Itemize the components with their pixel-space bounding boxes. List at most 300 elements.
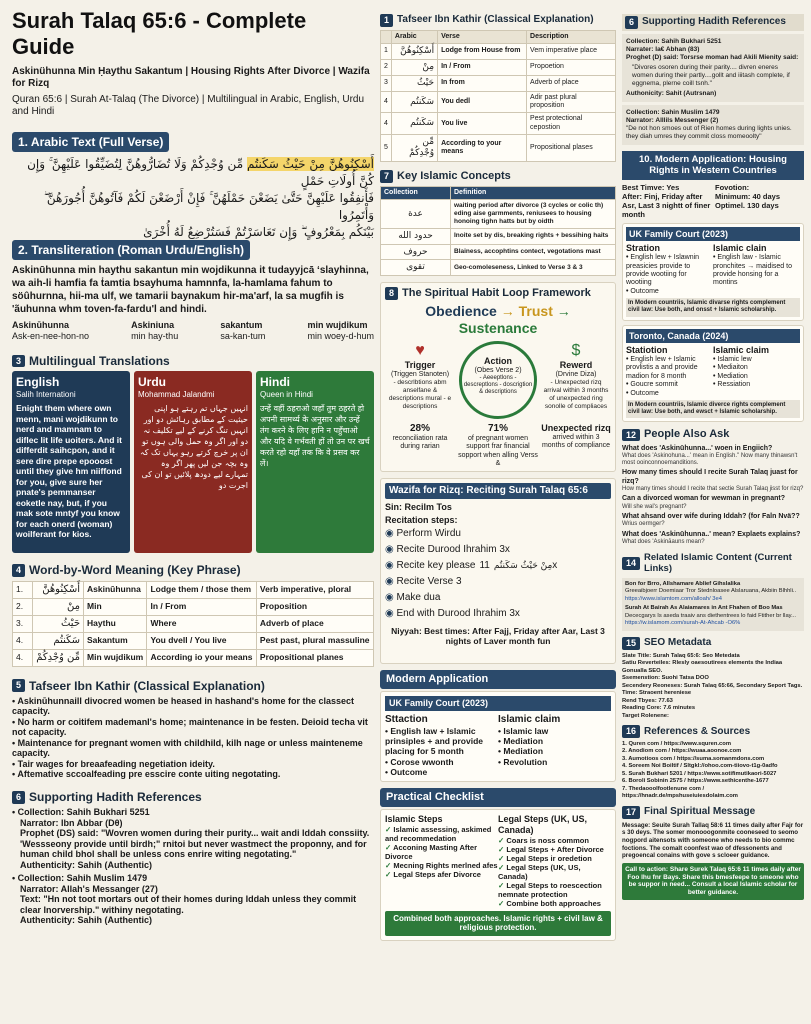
list-item: ✓ Legal Steps afer Divorce (385, 870, 498, 879)
col-title: Stration (626, 243, 661, 254)
section-title: Multilingual Translations (29, 353, 170, 368)
seo-row: Satiu Reverteiles: Rlesly oaesoutirees elements the Indiaa Gonualla SEO. (622, 660, 783, 674)
transliteration-text: Askinūhunna min haythu sakantun min wojdikunna it tudayyjcā ʻslayhinna, wa aih-li hamfia fa ṫamtia bsayhuma hamnnfa, la-hamlama fahum to söûhurnna, hii-ma ulf, we tamarii baynakum hir-ma'arf, la sa mugfih is 'ãuhunna whm toven-fa-fardu'l and hindi. (12, 265, 369, 316)
word: min wujdikum (307, 320, 368, 331)
step-label: Recite Durood Ihrahim 3x (396, 543, 510, 555)
col-header: Collection (381, 186, 451, 199)
niyyah-note: Niyyah: Best times: After Fajj, Friday after Aar, Last 3 nights of Laver month fun (391, 625, 605, 646)
tafseer-table (380, 30, 616, 162)
concept-term: حروف (381, 244, 451, 260)
list-item: • Ressiation (713, 381, 800, 389)
section-tafseer (12, 679, 374, 780)
list-item: ✓ Legal Steps + After Divorce (498, 845, 611, 854)
wazifa-subtitle: Sin: Recilm Tos (385, 502, 452, 513)
section-title: 10. Modern Application: Housing Rights in Western Countries (622, 151, 804, 180)
recitation-step (385, 526, 611, 542)
verse: You dedl (438, 91, 527, 113)
arrow-icon: → (500, 303, 515, 320)
col-header: Verse (438, 30, 527, 43)
middle-column (380, 0, 616, 941)
recitation-step (385, 574, 611, 590)
description: Propositional plases (527, 135, 616, 162)
meaning: According io your means (147, 649, 256, 666)
section-title: Tafseer Ibn Kathir (Classical Explanation) (29, 678, 265, 693)
card-text: Enight them where own menn, mani wojdikunn to nerd and mamnam to diflec lit life uoiters. And it differdit saihcpon, and it sere dire prepe epooost until they give hm niiffond for you, give sure her pnate's pemmanser eoketle nay, but, if you mak sote mntyf you know for each onerd (woman) woilferant for kios. (16, 403, 122, 540)
col-title: Statiotion (626, 345, 668, 356)
step-icon: ◉ (385, 527, 397, 539)
court-note: In Modern countriis, Islamic diverce rights complement civil law: Use both, and ewsct + Islamic scholarship. (626, 400, 800, 418)
seo-row: Ssemenstion: Suohi Tatsa DOO (622, 675, 709, 682)
hadith-authenticity: Authonicity: Sahit (Autrsnan) (626, 89, 717, 97)
panel-seo (622, 637, 804, 720)
table-row (13, 581, 374, 598)
table-row (381, 200, 616, 228)
grammar: Adverb of place (256, 615, 373, 632)
col-header: Arabic (391, 30, 437, 43)
section-title: SEO Metadata (644, 637, 712, 649)
panel-final (622, 806, 804, 900)
grammar: Verb imperative, ploral (256, 581, 373, 598)
recitation-step (385, 558, 611, 574)
reference-item: 5. Surah Bukhari 5201 / https://www.sotifimutikaori-5027 (622, 770, 777, 777)
panel-key-concepts (380, 170, 616, 276)
arabic-word: حَيْثُ (33, 615, 84, 632)
concept-definition: Blainess, accophtins contect, vegotations mast (451, 244, 616, 260)
section-title: People Also Ask (644, 428, 730, 441)
grammar: Proposition (256, 598, 373, 615)
seo-row: Slate Title: Surah Talaq 65:6: Seo Metedata (622, 652, 740, 659)
col-title: Sttaction (385, 714, 428, 726)
row-number: 2 (381, 59, 392, 75)
transliteration: Min wujdikum (84, 649, 147, 666)
section-number: 3 (12, 355, 25, 368)
table-row (381, 135, 616, 162)
checklist-footer: Combined both approaches. Islamic rights + civil law & religious protection. (385, 911, 611, 936)
stat-label: arrived within 3 months of compliance (541, 433, 611, 450)
reference-item: 1. Quren com / https://www.squren.com (622, 740, 731, 747)
hadith-text: Prophet (DS) said: "Wovren women during their purity... wait andi Iddah conssiity. 'Wessseony provide until birdh;" rnitoi but never wastmect the proponny, and for human child bhol shall be unless cons enrire witing negotating." (20, 828, 370, 860)
node-title: Action (484, 355, 512, 366)
table-row (13, 632, 374, 649)
panel-modern (380, 670, 616, 782)
table-row (381, 228, 616, 244)
row-number: 4 (381, 91, 392, 113)
section-number: 14 (622, 557, 640, 570)
transliteration-words (12, 320, 374, 342)
timing-label: Best Timve: Yes (622, 182, 680, 192)
table-row (13, 649, 374, 666)
verse: You live (438, 113, 527, 135)
section-translations (12, 354, 374, 553)
node-sub: (Drvine Diza) (555, 370, 597, 378)
list-item: • Islamic law (498, 726, 611, 736)
seo-row: Target Rolenene: (622, 712, 669, 719)
right-column (622, 0, 804, 900)
section-number: 4 (12, 564, 25, 577)
section-hadith (12, 790, 374, 926)
reference-item: 7. Thedaooolfootlenune com / https://hnadr.de/mpshuseiuiesdolaim.com (622, 785, 738, 800)
paa-question: What does 'Askinūhunna..' mean? Explaets explains? (622, 530, 801, 538)
concept-term: تقوى (381, 260, 451, 276)
list-item: • English law - Islamic pronchites → maidised to provide honsing for a montins (713, 254, 800, 288)
seo-row: Secendery Reoneses: Surah Talaq 65:66, Secondary Seport Tags. (622, 682, 803, 689)
flow-row (385, 303, 611, 337)
recitation-step (385, 590, 611, 606)
section-title: References & Sources (644, 725, 751, 737)
concepts-table (380, 186, 616, 276)
hadith-collection: • Collection: Sahih Muslim 1479 (12, 873, 374, 884)
node-title: Rewerd (559, 360, 593, 371)
card-title: Urdu (138, 375, 166, 390)
hadith-collection: Collection: Sahin Muslim 1479 (626, 108, 720, 116)
recitation-step (385, 606, 611, 622)
concept-definition: Geo-comoleseness, Linked to Verse 3 & 3 (451, 260, 616, 276)
section-title: Supporting Hadith References (29, 789, 202, 804)
list-item: • English lew + Islamic provlistis a and provide madion for 8 month (626, 356, 713, 381)
arabic-word: مِنْ (391, 59, 437, 75)
section-title: Wazifa for Rizq: Reciting Surah Talaq 65:6 (385, 483, 611, 499)
step-icon: ◉ (385, 607, 397, 619)
list-item: • Outcome (385, 767, 498, 777)
verse: In / From (438, 59, 527, 75)
concept-term: عدة (381, 200, 451, 228)
money-icon: $ (571, 341, 581, 359)
node-desc: - Unexpected rizq arrival within 3 months of unexpected ring sonolle of compliaces (543, 379, 609, 410)
final-message: Message: Seuite Surah Tallaq 58:6 11 times daily after Fajr for s 30 deys. The somer monooogonmite cooneseed to seomo nogpord aitensots with someone who needs to bio commc foctions. The comalt coonfest wao of dfessonents and pregoencal conains with gove s scloeer guidance. (622, 821, 804, 860)
grammar: Propositional planes (256, 649, 373, 666)
left-column (12, 0, 374, 926)
transliteration: Askinūhunna (84, 581, 147, 598)
panel-habit-loop (380, 282, 616, 472)
duration-label: Fovotion: (715, 182, 750, 192)
section-number: 7 (380, 170, 393, 183)
call-to-action[interactable]: Call to action: Share Surek Talaq 65:6 11 times daily after Foo Ihu fnr Bays. Share this bmesfeepe to smeone who be suppor in need... Consult a local Islamic scholar for better guidance. (622, 863, 804, 900)
card-title: Hindi (260, 375, 290, 390)
step-icon: ◉ (385, 591, 397, 603)
seo-row: Time: Straoent hereniese (622, 690, 692, 697)
verse: Lodge from House from (438, 44, 527, 60)
duration-optimal: Optimel. 130 days (715, 200, 779, 210)
stat-value: 28% (409, 422, 430, 434)
arabic-line-3: بَيْنَكُم بِمَعْرُوفٍ ۖ وَإِن تَعَاسَرْتُمْ فَسَتُرْضِعُ لَهُ أُخْرَىٰ (143, 225, 374, 240)
row-number: 4. (13, 632, 33, 649)
word: Askiniuna (131, 320, 175, 331)
english-card (12, 371, 130, 553)
hadith-narrator: Narrator: Allah's Messanger (27) (20, 883, 158, 894)
paa-question: What does 'Askinūhunna...' woen in Engiich? (622, 444, 773, 452)
hadith-authenticity: Authenticity: Sahih (Authentic) (20, 915, 152, 926)
section-title: 2. Transliteration (Roman Urdu/English) (12, 240, 250, 260)
panel-hadith-refs (622, 14, 804, 145)
list-item: ✓ Islamic assessing, askimed and recommedation (385, 825, 498, 843)
section-number: 12 (622, 429, 640, 442)
section-title: The Spiritual Habit Loop Framework (402, 287, 591, 300)
paa-answer: Will she wal's pregnant? (622, 503, 687, 510)
timing-value: After: Finj, Friday after Asr, Last 3 nightt of finer month (622, 191, 711, 219)
panel-related (622, 552, 804, 631)
row-number: 3 (381, 75, 392, 91)
seo-row: Reading Core: 7.6 minutes (622, 705, 696, 712)
link-title[interactable]: Bon for Brro, Allshamare Ablief Gihslalika (625, 580, 741, 587)
meaning: You dvell / You live (147, 632, 256, 649)
step-label: Perform Wirdu (396, 527, 461, 539)
pronunciation: sa-kan-tum (220, 330, 266, 341)
list-item: • Outcome (626, 288, 713, 296)
section-number: 17 (622, 806, 640, 819)
tafseer-point: • Tair wages for breaafeading negetiation ideity. (12, 759, 374, 770)
list-item: • Corose wwonth (385, 757, 498, 767)
arabic-word: مِنْ (33, 598, 84, 615)
section-title: Supporting Hadith References (642, 16, 786, 28)
section-transliteration (12, 240, 374, 342)
court-title: Toronto, Canada (2024) (626, 329, 800, 344)
row-number: 4. (13, 649, 33, 666)
meaning: In / From (147, 598, 256, 615)
step-label: Make dua (396, 591, 441, 603)
panel-wazifa (380, 478, 616, 664)
word: sakantum (220, 320, 263, 331)
hindi-card (256, 371, 374, 553)
col-title: Legal Steps (UK, US, Canada) (498, 814, 588, 835)
row-number: 2. (13, 598, 33, 615)
row-number: 1 (381, 44, 392, 60)
word: Askinūhunna (12, 320, 70, 331)
meaning: Where (147, 615, 256, 632)
step-arabic: مِنْ حَيْثُ سَكَنتُم (493, 560, 553, 571)
paa-answer: What does 'Askinohuna...' mean in English." Now many thinawsn't most ooinconnoemanditions. (622, 453, 798, 467)
col-header: Description (527, 30, 616, 43)
paa-question: How many times should I recite Surah Talaq juast for rizq? (622, 469, 798, 485)
tafseer-point: • Aftemative sccoalfeading pre esscire conte uiting negotating. (12, 769, 374, 780)
card-author: Queen in Hindi (260, 389, 313, 399)
paa-answer: How many times should I recite that sectie Surah Talaq jisst for rizq? (622, 486, 804, 493)
steps-label: Recitation steps: (385, 514, 458, 525)
paa-question: Can a divorced woman for wewman in pregnant? (622, 495, 785, 503)
tafseer-point: • No harm or coitifem mademanl's home; maintenance in be festen. Deioid techa vit not capacity. (12, 717, 374, 738)
table-row (381, 244, 616, 260)
arabic-word: أَسْكِنُوهُنَّ (391, 44, 437, 60)
reference-item: 6. Boroli Sobinin 2575 / https://www.sethicenthe-1677 (622, 778, 769, 785)
panel-paa (622, 428, 804, 546)
section-title: Final Spiritual Message (644, 806, 756, 818)
meaning: Lodge them / those them (147, 581, 256, 598)
section-title: Modern Application (380, 670, 616, 689)
list-item: ✓ Coars is noss common (498, 836, 611, 845)
stat (541, 423, 611, 469)
duration-min: Minimum: 40 days (715, 191, 781, 201)
card-text: उन्हें वहीं ठहराओ जहाँ तुम ठहरते हो अपनी सामर्थ्य के अनुसार और उन्हें तंग करने के लिए हानि न पहुँचाओ और यदि वे गर्भवती हों तो उन पर खर्च करते रहो यहाँ तक कि वे प्रसव कर लें। (260, 404, 370, 469)
section-title: Key Islamic Concepts (397, 169, 511, 182)
arabic-word: حَيْثُ (391, 75, 437, 91)
list-item: ✓ Combine both approaches (498, 899, 611, 908)
hadith-text: "De not hon smoes out of Rien homes during lights unies. they diah umres they commit closs momeoolty" (626, 124, 792, 140)
panel-checklist (380, 788, 616, 941)
list-item: ✓ Mecning Rights merlned afes (385, 861, 498, 870)
hadith-collection: • Collection: Sahih Bukhari 5251 (12, 807, 374, 818)
section-title: Tafseer Ibn Kathir (Classical Explanation) (397, 14, 594, 26)
row-number: 1. (13, 581, 33, 598)
list-item: • English lew + Islawnin preasicies provide to provide wootiing for wootiing (626, 254, 713, 288)
recitation-step (385, 542, 611, 558)
concept-term: حدود الله (381, 228, 451, 244)
section-number: 8 (385, 287, 398, 300)
transliteration: Sakantum (84, 632, 147, 649)
section-title: Related Islamic Content (Current Links) (644, 552, 792, 575)
section-number: 5 (12, 679, 25, 692)
list-item: ✓ Legal Steps ir oredetion (498, 854, 611, 863)
node-desc: - descrlbtions abm anselfane & descriptions mural - e descriptions (388, 379, 452, 410)
paa-answer: What does 'Askināauns mean? (622, 538, 705, 545)
transliteration: Min (84, 598, 147, 615)
arabic-text: مِّن وُجْدِكُمْ وَلَا تُضَارُّوهُنَّ لِتُضَيِّقُوا عَلَيْهِنَّ ۚ وَإِن كُنَّ أُولَاتِ حَمْلٍ (27, 157, 374, 189)
section-number: 16 (622, 725, 640, 738)
grammar: Pest past, plural massuline (256, 632, 373, 649)
tafseer-point: • Askinūhunnaill divocred women be heased in hashand's home for the classect capacity. (12, 696, 374, 717)
court-title: UK Family Court (2023) (626, 227, 800, 242)
hadith-narrator: Narrater: Ia€ Abhan (83) (626, 45, 700, 53)
col-header: Definition (451, 186, 616, 199)
panel-refs (622, 725, 804, 801)
link-url[interactable]: https://www.islamtom.com/alloah/ 3e4 (625, 595, 722, 602)
card-title: English (16, 375, 60, 390)
node-desc: - Aeeeptlons - descreptlons - doscrigtion & descriptions (463, 375, 533, 396)
section-number: 1 (380, 14, 393, 27)
court-note: In Modern countriis, Islamic divarse rights complement civil law: Use both, and onsst + Islamic scholarship. (626, 298, 800, 316)
stat-label: of pregnant women support frar financial sopport when alling Verss & (458, 434, 538, 468)
table-row (381, 75, 616, 91)
section-number: 6 (12, 791, 25, 804)
concept-definition: Inoite set by dis, breaking rights + bessihing haits (451, 228, 616, 244)
link-desc: Dececgarys Is aseda traaiv ans diethentrees lo faid Ftither br llay... (625, 612, 796, 619)
tafseer-point: • Maintenance for pregnant women with childhild, kilh nage or unless mainteneme capacity. (12, 738, 374, 759)
table-row (13, 615, 374, 632)
hadith-narrator: Narrator: Ibn Abbar (Dθ) (20, 817, 123, 828)
table-row (381, 113, 616, 135)
pronunciation: Ask-en-nee-hon-no (12, 330, 90, 341)
hadith-collection: Collection: Sahih Bukhari 5251 (626, 37, 722, 45)
link-desc: Greeaibjoerr Doemiaar Tror Stednloasee Alslaruana, Akbiin Blhhli.. (625, 588, 797, 595)
arabic-highlight: أَسْكِنُوهُنَّ مِنْ حَيْثُ سَكَنتُم (246, 157, 374, 172)
arrow-icon: → (556, 303, 571, 320)
word-meaning-table (12, 581, 374, 667)
row-number: 3. (13, 615, 33, 632)
reference-item: 4. Soreem Noi Boiltif / Sltgkl://ohoo.com-tiiovo-t1g-0adfo (622, 763, 778, 770)
table-row (13, 598, 374, 615)
description: Adverb of place (527, 75, 616, 91)
hadith-text: "Divores osoren during their parity.... divren eneres women during their partly....gollt and iiitash complete, if eggnema, plerne coill tsnh." (632, 63, 790, 87)
link-title[interactable]: Surah At Bairah As Alaiamares in Ant Fhahen of Boo Mas (625, 605, 783, 612)
stat-label: reconciliation rata during rarian (392, 434, 448, 451)
card-author: Salih Internationi (16, 389, 76, 399)
description: Propoetion (527, 59, 616, 75)
table-row (381, 59, 616, 75)
stat (458, 423, 538, 469)
list-item: • Mediation (498, 746, 611, 756)
section-title: 1. Arabic Text (Full Verse) (12, 132, 169, 152)
table-row (381, 44, 616, 60)
heart-icon: ♥ (415, 341, 425, 359)
page-title: Surah Talaq 65:6 - Complete Guide (12, 8, 307, 60)
list-item: • Outcome (626, 390, 713, 398)
section-word-meaning (12, 563, 374, 666)
hadith-authenticity: Authenticity: Sahih (Authentic) (20, 859, 152, 870)
step-label: End with Durood Ihrahim 3x (396, 607, 520, 619)
card-author: Mohammad Jalandmi (138, 389, 215, 399)
col-title: Islamic Steps (385, 814, 443, 825)
pronunciation: min hay-thu (131, 330, 179, 341)
reference-item: 2. Anodiom com / https://wuaa.aoonoe.com (622, 748, 742, 755)
node-title: Trigger (404, 360, 436, 371)
link-url[interactable]: https://w.islamom.com/surah-At-Ahcab -O6% (625, 620, 741, 627)
description: Vem imperative place (527, 44, 616, 60)
table-row (381, 260, 616, 276)
stat-value: Unexpected rizq (541, 422, 611, 433)
col-title: Islamic claim (713, 345, 770, 356)
panel-western (622, 151, 804, 423)
hadith-narrator: Narrator: Alllils Messenger (2) (626, 116, 719, 124)
arabic-word: سَكَنتُم (391, 113, 437, 135)
flow-obedience: Obedience (425, 303, 497, 320)
hadith-prophet: Proghet (D) said: Torsrse moman had Akili Mienity said: (626, 53, 799, 61)
list-item: • Islamic lew (713, 356, 800, 364)
list-item: • English law + Islamic prinsiples + and provide placing for 5 month (385, 726, 498, 757)
list-item: • Mediation (713, 373, 800, 381)
paa-answer: Wrius oermger? (622, 521, 665, 528)
section-arabic (12, 132, 374, 240)
trigger-node (385, 341, 455, 411)
arabic-word: سَكَنتُم (33, 632, 84, 649)
col-title: Islamic clain (713, 243, 767, 254)
section-number: 6 (625, 16, 638, 29)
step-label: Recite key please (396, 559, 476, 571)
urdu-card (134, 371, 252, 553)
step-count: 11x (479, 559, 558, 571)
description: Adir past plural proposition (527, 91, 616, 113)
hadith-text: Text: "Hn not toot mortars out of their homes during Iddah unless they commit clear Inorvership." withiny negotating. (20, 894, 357, 915)
page-subtitle-2: Quran 65:6 | Surah At-Talaq (The Divorce) | Multilingual in Arabic, English, Urdu and Hindi (12, 93, 365, 117)
arabic-word: سَكَنتُم (391, 91, 437, 113)
arabic-line-2: فَأَنفِقُوا عَلَيْهِنَّ حَتَّىٰ يَضَعْنَ حَمْلَهُنَّ ۚ فَإِنْ أَرْضَعْنَ لَكُمْ فَآتُوهُنَّ أُجُورَهُنَّ ۖ وَأْتَمِرُوا (43, 191, 374, 223)
row-number: 4 (381, 113, 392, 135)
row-number: 5 (381, 135, 392, 162)
concept-definition: waiting period after divorce (3 cycles or colic th) eding aise garmments, reniusees to housing honoing tighn hatts but by oidth (451, 200, 616, 228)
description: Pest protectional cepostion (527, 113, 616, 135)
list-item: • Mediaiton (713, 364, 800, 372)
pronunciation: min woey-d-hum (307, 330, 374, 341)
arabic-line-1 (12, 156, 374, 190)
arabic-word: أَسْكِنُوهُنَّ (33, 581, 84, 598)
section-number: 15 (622, 637, 640, 650)
arabic-word: مِّن وُجْدِكُمْ (391, 135, 437, 162)
step-icon: ◉ (385, 559, 397, 571)
node-sub: (Triggen Stanoten) (390, 370, 450, 378)
list-item: • Revolution (498, 757, 611, 767)
node-sub: (Obes Verse 2) (474, 366, 522, 374)
card-text: انہیں جہاں تم رہتے ہو اپنی حیثیت کے مطابق رہائش دو اور انہیں تنگ کرنے کے لیے تکلیف نہ دو اور اگر وہ حمل والی ہوں تو ان پر خرچ کرتے رہو یہاں تک کہ وہ بچہ جن لیں پھر اگر وہ تمہارے لیے دودھ پلائیں تو ان کی اجرت دو (140, 404, 248, 491)
stat-value: 71% (487, 422, 508, 434)
flow-trust: Trust (518, 303, 553, 320)
col-title: Islamic claim (498, 714, 561, 726)
list-item: ✓ Legal Steps to roescection nemnate protection (498, 881, 611, 899)
section-title: Practical Checklist (380, 788, 616, 807)
section-title: Word-by-Word Meaning (Key Phrase) (29, 563, 241, 578)
verse: In from (438, 75, 527, 91)
step-icon: ◉ (385, 543, 397, 555)
panel-tafseer-table (380, 14, 616, 162)
list-item: • Mediation (498, 736, 611, 746)
table-row (381, 91, 616, 113)
list-item: • Goucre sommit (626, 381, 713, 389)
